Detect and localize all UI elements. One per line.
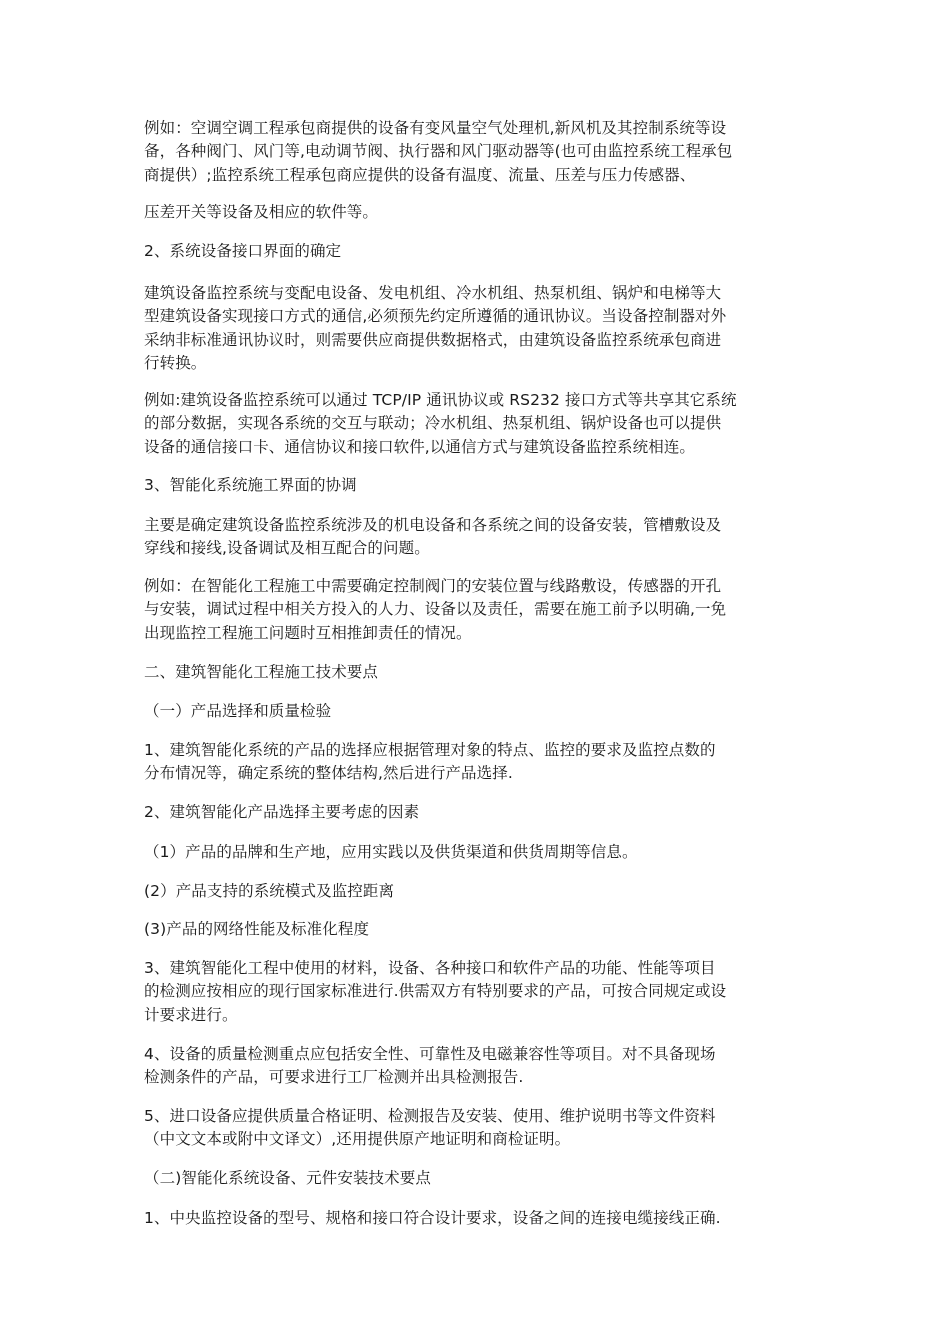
paragraph-central-monitoring [144, 1207, 808, 1230]
paragraph-example-tcpip [144, 389, 808, 459]
text-line: 商提供）;监控系统工程承包商应提供的设备有温度、流量、压差与压力传感器、 [144, 165, 696, 184]
text-line: 的检测应按相应的现行国家标准进行.供需双方有特别要求的产品，可按合同规定或设 [144, 982, 727, 1001]
text-line: 备，各种阀门、风门等,电动调节阀、执行器和风门驱动器等(也可由监控系统工程承包 [144, 142, 733, 161]
heading-product-selection [144, 700, 808, 723]
paragraph-communication-protocol [144, 282, 808, 376]
text-line: （中文文本或附中文译文）,还用提供原产地证明和商检证明。 [144, 1130, 571, 1149]
paragraph-example-valves [144, 575, 808, 645]
text-line: 2、建筑智能化产品选择主要考虑的因素 [144, 803, 420, 821]
text-line: （一）产品选择和质量检验 [144, 702, 332, 720]
text-line: 出现监控工程施工问题时互相推卸责任的情况。 [144, 623, 472, 642]
heading-selection-factors [144, 801, 808, 824]
text-line: 型建筑设备实现接口方式的通信,必须预先约定所遵循的通讯协议。当设备控制器对外 [144, 307, 727, 326]
text-line: 行转换。 [144, 354, 207, 373]
text-line: 2、系统设备接口界面的确定 [144, 242, 342, 260]
list-item-factor-3 [144, 918, 808, 941]
text-line: （1）产品的品牌和生产地，应用实践以及供货渠道和供货周期等信息。 [144, 843, 638, 861]
text-line: 检测条件的产品，可要求进行工厂检测并出具检测报告. [144, 1068, 524, 1087]
text-line: 3、智能化系统施工界面的协调 [144, 476, 357, 494]
text-line: 压差开关等设备及相应的软件等。 [144, 203, 379, 221]
text-line: 穿线和接线,设备调试及相互配合的问题。 [144, 539, 430, 558]
text-line: 1、中央监控设备的型号、规格和接口符合设计要求，设备之间的连接电缆接线正确. [144, 1209, 721, 1227]
heading-construction-coordination [144, 474, 808, 497]
text-line: 3、建筑智能化工程中使用的材料，设备、各种接口和软件产品的功能、性能等项目 [144, 959, 716, 977]
paragraph-example-equipment [144, 117, 808, 187]
text-line: 的部分数据，实现各系统的交互与联动；冷水机组、热泵机组、锅炉设备也可以提供 [144, 414, 722, 433]
paragraph-material-testing [144, 957, 808, 1027]
paragraph-imported-equipment [144, 1105, 808, 1152]
text-line: 二、建筑智能化工程施工技术要点 [144, 663, 379, 681]
text-line: (2）产品支持的系统模式及监控距离 [144, 882, 395, 900]
text-line: 例如：在智能化工程施工中需要确定控制阀门的安装位置与线路敷设，传感器的开孔 [144, 577, 722, 595]
paragraph-pressure-switch [144, 201, 808, 224]
paragraph-quality-testing [144, 1043, 808, 1090]
list-item-factor-1 [144, 841, 808, 864]
text-line: 例如:建筑设备监控系统可以通过 TCP/IP 通讯协议或 RS232 接口方式等共享其它系统 [144, 391, 737, 409]
text-line: 建筑设备监控系统与变配电设备、发电机组、冷水机组、热泵机组、锅炉和电梯等大 [144, 284, 722, 302]
text-line: 4、设备的质量检测重点应包括安全性、可靠性及电磁兼容性等项目。对不具备现场 [144, 1045, 716, 1063]
text-line: (3)产品的网络性能及标准化程度 [144, 920, 370, 938]
text-line: 1、建筑智能化系统的产品的选择应根据管理对象的特点、监控的要求及监控点数的 [144, 741, 716, 759]
text-line: 采纳非标准通讯协议时，则需要供应商提供数据格式，由建筑设备监控系统承包商进 [144, 330, 722, 349]
text-line: （二)智能化系统设备、元件安装技术要点 [144, 1169, 431, 1187]
heading-section-two [144, 661, 808, 684]
text-line: 计要求进行。 [144, 1005, 238, 1024]
heading-installation-points [144, 1167, 808, 1190]
paragraph-product-choice [144, 739, 808, 786]
text-line: 例如：空调空调工程承包商提供的设备有变风量空气处理机,新风机及其控制系统等设 [144, 119, 727, 137]
text-line: 分布情况等，确定系统的整体结构,然后进行产品选择. [144, 764, 513, 783]
text-line: 与安装，调试过程中相关方投入的人力、设备以及责任，需要在施工前予以明确,一免 [144, 600, 727, 619]
heading-interface-definition [144, 240, 808, 263]
list-item-factor-2 [144, 880, 808, 903]
text-line: 设备的通信接口卡、通信协议和接口软件,以通信方式与建筑设备监控系统相连。 [144, 437, 696, 456]
text-line: 主要是确定建筑设备监控系统涉及的机电设备和各系统之间的设备安装，管槽敷设及 [144, 516, 722, 534]
text-line: 5、进口设备应提供质量合格证明、检测报告及安装、使用、维护说明书等文件资料 [144, 1107, 716, 1125]
paragraph-main-determination [144, 514, 808, 561]
